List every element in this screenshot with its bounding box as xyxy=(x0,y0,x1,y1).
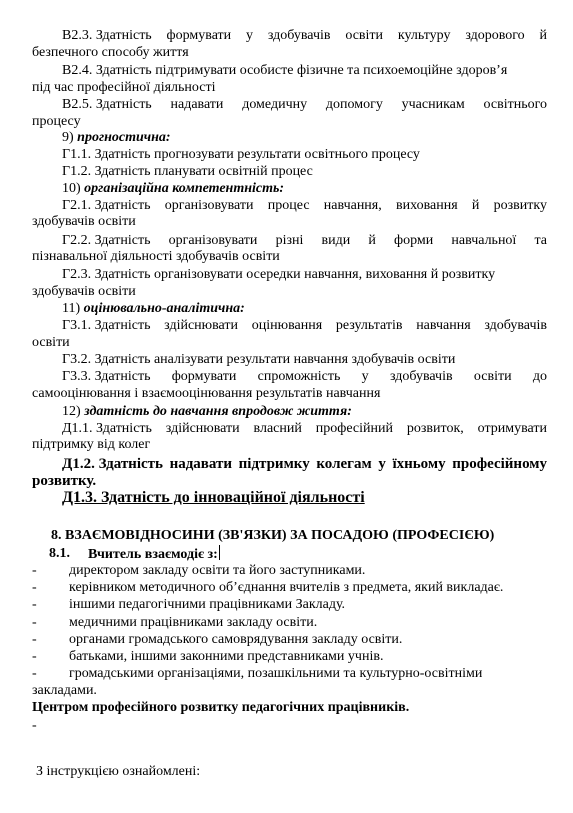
word: у xyxy=(246,28,254,43)
text: розвитку. xyxy=(32,473,97,489)
word: отримувати xyxy=(477,421,547,436)
section-number: 11) xyxy=(62,301,81,316)
word: й xyxy=(471,198,480,213)
text: 8. ВЗАЄМОВІДНОСИНИ (ЗВ'ЯЗКИ) ЗА ПОСАДОЮ (ПРОФЕСІЄЮ) xyxy=(51,528,495,543)
section-heading-wrap xyxy=(62,180,284,197)
word: Г2.2. Здатність xyxy=(62,233,151,248)
word: у xyxy=(378,456,386,472)
section-title: здатність до навчання впродовж життя: xyxy=(84,404,352,419)
word: у xyxy=(361,369,369,384)
section-title-wrap xyxy=(88,545,220,563)
text: В2.4. Здатність підтримувати особисте фізичне та психоемоційне здоров’я xyxy=(62,63,508,78)
word: й xyxy=(368,233,376,248)
word: до xyxy=(532,369,547,384)
word: Г3.1. Здатність xyxy=(62,318,151,333)
text: Г3.2. Здатність аналізувати результати навчання здобувачів освіти xyxy=(62,352,456,367)
dash-marker: - xyxy=(32,563,37,578)
word: здобувачів xyxy=(267,28,331,43)
word: освітнього xyxy=(483,97,547,112)
section-title: оцінювально-аналітична: xyxy=(83,301,245,316)
word: здобувачів xyxy=(389,369,453,384)
word: навчання, xyxy=(323,198,382,213)
word: різні xyxy=(275,233,304,248)
word: професійний xyxy=(315,421,393,436)
section-title: організаційна компетентність: xyxy=(84,181,285,196)
dash-marker: - xyxy=(32,597,37,612)
section-heading-wrap xyxy=(62,403,352,420)
section-title: Вчитель взаємодіє з: xyxy=(88,547,218,562)
list-item-text: батьками, іншими законними представниками учнів. xyxy=(69,649,384,664)
word: учасникам xyxy=(401,97,465,112)
list-item-text: керівником методичного об’єднання вчителів з предмета, який викладає. xyxy=(69,580,504,595)
list-item-text: директором закладу освіти та його заступниками. xyxy=(69,563,366,578)
text: Г2.3. Здатність організовувати осередки навчання, виховання й розвитку xyxy=(62,267,496,282)
word: підтримку xyxy=(238,456,310,472)
word: здорового xyxy=(465,28,525,43)
text: під час професійної діяльності xyxy=(32,80,216,95)
word: здобувачів xyxy=(484,318,547,333)
word: та xyxy=(534,233,547,248)
word: власний xyxy=(253,421,302,436)
word: й xyxy=(539,28,547,43)
section-number: 9) xyxy=(62,130,74,145)
dash-marker: - xyxy=(32,632,37,647)
word: освіти xyxy=(345,28,384,43)
heading-d13: Д1.3. Здатність до інноваційної діяльності xyxy=(62,489,365,506)
word: формувати xyxy=(171,369,237,384)
word: види xyxy=(321,233,351,248)
section-title: прогностична: xyxy=(77,130,171,145)
word: організовувати xyxy=(168,233,258,248)
word: навчання xyxy=(416,318,471,333)
text: процесу xyxy=(32,114,81,129)
text: пізнавальної діяльності здобувачів освіти xyxy=(32,249,280,264)
word: надавати xyxy=(169,456,233,472)
word: культуру xyxy=(397,28,451,43)
dash-marker: - xyxy=(32,718,37,733)
word: оцінювання xyxy=(251,318,323,333)
list-item-text: органами громадського самоврядування закладу освіти. xyxy=(69,632,403,647)
word: освіти xyxy=(473,369,512,384)
word: колегам xyxy=(316,456,372,472)
section-number: 10) xyxy=(62,181,81,196)
word: Д1.2. Здатність xyxy=(62,456,163,472)
word: професійному xyxy=(452,456,547,472)
word: В2.5. Здатність xyxy=(62,97,152,112)
word: формувати xyxy=(166,28,232,43)
word: спроможність xyxy=(257,369,341,384)
word: домедичну xyxy=(242,97,308,112)
section-heading-wrap xyxy=(62,300,245,317)
text: Г1.1. Здатність прогнозувати результати освітнього процесу xyxy=(62,147,420,162)
text: Центром професійного розвитку педагогічних працівників. xyxy=(32,700,410,715)
word: Г3.3. Здатність xyxy=(62,369,151,384)
text-cursor xyxy=(219,545,220,560)
text: З інструкцією ознайомлені: xyxy=(36,764,201,779)
word: В2.3. Здатність xyxy=(62,28,152,43)
word: форми xyxy=(394,233,434,248)
text: Г1.2. Здатність планувати освітній процес xyxy=(62,164,313,179)
word: результатів xyxy=(335,318,403,333)
dash-marker: - xyxy=(32,666,37,681)
text: самооцінювання і взаємооцінювання результатів навчання xyxy=(32,386,381,401)
word: організовувати xyxy=(164,198,254,213)
word: виховання xyxy=(396,198,458,213)
dash-marker: - xyxy=(32,580,37,595)
dash-marker: - xyxy=(32,649,37,664)
text: освіти xyxy=(32,335,70,350)
text: здобувачів освіти xyxy=(32,214,136,229)
dash-marker: - xyxy=(32,615,37,630)
text: безпечного способу життя xyxy=(32,45,189,60)
word: їхньому xyxy=(392,456,446,472)
list-item-text: іншими педагогічними працівниками Закладу. xyxy=(69,597,346,612)
word: Г2.1. Здатність xyxy=(62,198,151,213)
word: розвитку xyxy=(493,198,547,213)
text: закладами. xyxy=(32,683,97,698)
list-item-text: медичними працівниками закладу освіти. xyxy=(69,615,318,630)
section-number: 8.1. xyxy=(49,546,70,561)
text: здобувачів освіти xyxy=(32,284,136,299)
word: допомогу xyxy=(325,97,383,112)
text: підтримку від колег xyxy=(32,437,151,452)
word: здійснювати xyxy=(165,421,240,436)
word: процес xyxy=(267,198,310,213)
section-heading-wrap xyxy=(62,129,171,146)
word: Д1.1. Здатність xyxy=(62,421,152,436)
word: надавати xyxy=(170,97,224,112)
word: здійснювати xyxy=(164,318,239,333)
list-item-text: громадськими організаціями, позашкільними та культурно-освітніми xyxy=(69,666,483,681)
word: навчальної xyxy=(451,233,517,248)
word: розвиток, xyxy=(406,421,464,436)
section-number: 12) xyxy=(62,404,81,419)
